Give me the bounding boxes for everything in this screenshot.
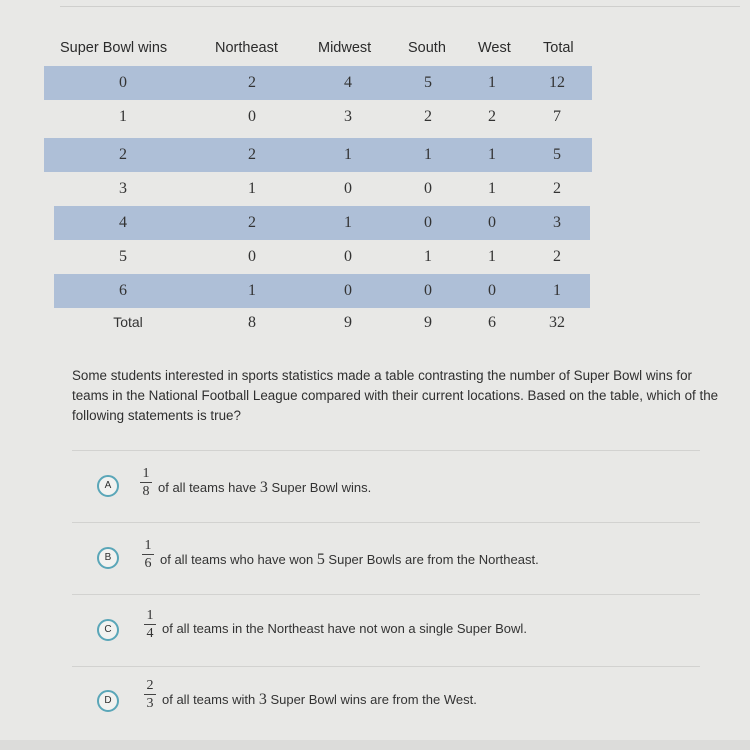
table-cell: 2 — [488, 108, 496, 125]
total-cell: 32 — [549, 314, 565, 331]
total-cell: 9 — [424, 314, 432, 331]
table-cell: 1 — [488, 74, 496, 91]
table-cell: 5 — [119, 248, 127, 265]
table-cell: 2 — [248, 214, 256, 231]
table-cell: 12 — [549, 74, 565, 91]
header-west: West — [478, 40, 511, 56]
table-cell: 0 — [344, 180, 352, 197]
table-cell: 1 — [424, 248, 432, 265]
table-cell: 1 — [119, 108, 127, 125]
table-cell: 1 — [248, 282, 256, 299]
fraction-bar — [140, 482, 152, 483]
separator — [72, 450, 700, 451]
fraction-denominator: 4 — [146, 626, 154, 641]
choice-letter-badge[interactable]: B — [97, 547, 119, 569]
table-cell: 2 — [248, 74, 256, 91]
fraction-bar — [144, 694, 156, 695]
table-cell: 2 — [553, 248, 561, 265]
header-south: South — [408, 40, 446, 56]
table-cell: 4 — [344, 74, 352, 91]
table-cell: 1 — [424, 146, 432, 163]
header-midwest: Midwest — [318, 40, 372, 56]
table-cell: 0 — [424, 180, 432, 197]
choice-number: 3 — [259, 479, 268, 496]
table-cell: 2 — [553, 180, 561, 197]
total-cell: 6 — [488, 314, 496, 331]
question-text: Some students interested in sports statistics made a table contrasting the number of Super Bowl wins for teams in the National Football League compared with their current locations. Based on the table, which of the following statements is true? — [72, 368, 719, 423]
table-cell: 0 — [344, 282, 352, 299]
table-cell: 5 — [424, 74, 432, 91]
table-cell: 3 — [553, 214, 561, 231]
choice-letter-badge[interactable]: A — [97, 475, 119, 497]
separator — [72, 594, 700, 595]
table-cell: 0 — [424, 214, 432, 231]
fraction-denominator: 8 — [142, 484, 150, 499]
choice-text-pre: of all teams in the Northeast have not won a single Super Bowl. — [162, 621, 527, 636]
table-cell: 7 — [553, 108, 561, 125]
fraction-denominator: 6 — [144, 556, 152, 571]
fraction-bar — [144, 624, 156, 625]
fraction-bar — [142, 554, 154, 555]
choice-text-pre: of all teams who have won — [160, 552, 317, 567]
table-cell: 2 — [248, 146, 256, 163]
total-cell: 9 — [344, 314, 352, 331]
header-super-bowl-wins: Super Bowl wins — [60, 40, 168, 56]
header-total: Total — [543, 40, 574, 56]
choice-text-post: Super Bowl wins. — [267, 480, 372, 495]
choice-text — [162, 621, 527, 636]
table-cell: 2 — [424, 108, 432, 125]
table-cell: 1 — [344, 146, 352, 163]
fraction-numerator: 2 — [146, 678, 154, 693]
table-cell: 1 — [488, 248, 496, 265]
table-cell: 0 — [119, 74, 127, 91]
choice-text — [158, 479, 371, 497]
choice-letter-badge[interactable]: D — [97, 690, 119, 712]
choice-letter-badge[interactable]: C — [97, 619, 119, 641]
table-cell: 6 — [119, 282, 127, 299]
choice-number: 3 — [258, 691, 267, 708]
table-cell: 4 — [119, 214, 127, 231]
table-cell: 1 — [344, 214, 352, 231]
separator — [72, 522, 700, 523]
table-cell: 1 — [488, 180, 496, 197]
fraction-numerator: 1 — [144, 538, 152, 553]
choice-text-pre: of all teams with — [162, 692, 259, 707]
table-cell: 0 — [488, 214, 496, 231]
table-cell: 3 — [344, 108, 352, 125]
table-cell: 0 — [488, 282, 496, 299]
choice-text — [162, 691, 477, 709]
table-cell: 1 — [488, 146, 496, 163]
choice-text-post: Super Bowls are from the Northeast. — [324, 552, 539, 567]
separator — [72, 666, 700, 667]
choice-number: 5 — [316, 551, 325, 568]
table-cell: 0 — [248, 248, 256, 265]
fraction — [143, 608, 157, 641]
fraction-numerator: 1 — [146, 608, 154, 623]
table-cell: 1 — [553, 282, 561, 299]
choice-text-pre: of all teams have — [158, 480, 260, 495]
total-row-label: Total — [113, 314, 143, 330]
fraction — [141, 538, 155, 571]
choice-text — [160, 551, 539, 569]
fraction-denominator: 3 — [146, 696, 154, 711]
super-bowl-table — [0, 0, 750, 340]
header-northeast: Northeast — [215, 40, 278, 56]
bottom-strip — [0, 740, 750, 750]
table-cell: 3 — [119, 180, 127, 197]
table-cell: 5 — [553, 146, 561, 163]
table-cell: 2 — [119, 146, 127, 163]
table-cell: 0 — [248, 108, 256, 125]
fraction-numerator: 1 — [142, 466, 150, 481]
total-cell: 8 — [248, 314, 256, 331]
table-cell: 1 — [248, 180, 256, 197]
choice-text-post: Super Bowl wins are from the West. — [266, 692, 477, 707]
table-cell: 0 — [424, 282, 432, 299]
fraction — [143, 678, 157, 711]
table-cell: 0 — [344, 248, 352, 265]
fraction — [139, 466, 153, 499]
